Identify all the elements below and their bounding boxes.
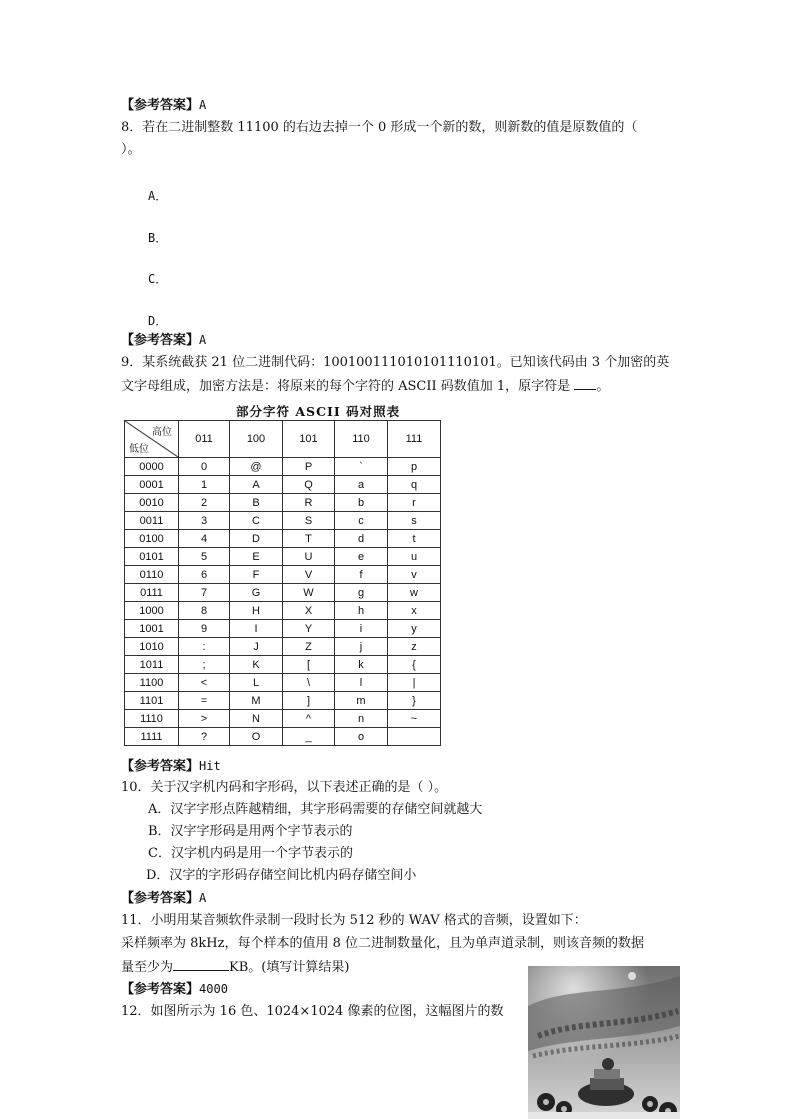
ascii-char-cell: 5: [179, 548, 230, 566]
ascii-char-cell: c: [335, 512, 388, 530]
answer-label: 【参考答案】: [121, 891, 200, 906]
q9-answer: [121, 757, 221, 776]
q8-option-d: D．: [148, 314, 168, 328]
q8-option-c: C．: [148, 272, 168, 286]
table-row: [125, 728, 441, 746]
ascii-char-cell: w: [388, 584, 441, 602]
low-bits-cell: 0011: [125, 512, 179, 530]
ascii-char-cell: u: [388, 548, 441, 566]
answer-value: A: [199, 333, 207, 347]
ascii-char-cell: E: [230, 548, 283, 566]
low-bits-cell: 1010: [125, 638, 179, 656]
q8-option-a: A．: [148, 189, 168, 203]
ascii-char-cell: [388, 728, 441, 746]
table-row: [125, 656, 441, 674]
answer-label: 【参考答案】: [121, 333, 200, 348]
ascii-char-cell: v: [388, 566, 441, 584]
low-bits-cell: 0100: [125, 530, 179, 548]
q9-stem-end: 。: [596, 379, 610, 394]
ascii-char-cell: L: [230, 674, 283, 692]
ascii-char-cell: 7: [179, 584, 230, 602]
ascii-char-cell: 6: [179, 566, 230, 584]
ascii-char-cell: 8: [179, 602, 230, 620]
q10-option-b: B．汉字字形码是用两个字节表示的: [148, 824, 353, 839]
ascii-char-cell: p: [388, 458, 441, 476]
ascii-char-cell: y: [388, 620, 441, 638]
ascii-char-cell: 3: [179, 512, 230, 530]
ascii-char-cell: O: [230, 728, 283, 746]
q9-stem-line1: 9．某系统截获 21 位二进制代码：100100111010101110101。已知该代码由 3 个加密的英: [121, 355, 670, 370]
q10-option-a: A．汉字字形点阵越精细，其字形码需要的存储空间就越大: [148, 802, 483, 817]
ascii-char-cell: h: [335, 602, 388, 620]
bitmap-image: [528, 966, 680, 1119]
q10-answer: [121, 889, 206, 908]
low-bits-cell: 1100: [125, 674, 179, 692]
ascii-char-cell: R: [283, 494, 335, 512]
ascii-char-cell: i: [335, 620, 388, 638]
answer-value: Hit: [199, 759, 221, 773]
answer-value: A: [199, 891, 207, 905]
q10-option-d: D．汉字的字形码存储空间比机内码存储空间小: [146, 868, 417, 883]
ascii-char-cell: `: [335, 458, 388, 476]
ascii-char-cell: _: [283, 728, 335, 746]
ascii-char-cell: P: [283, 458, 335, 476]
ascii-char-cell: H: [230, 602, 283, 620]
low-bits-cell: 0000: [125, 458, 179, 476]
ascii-char-cell: d: [335, 530, 388, 548]
ascii-char-cell: g: [335, 584, 388, 602]
ascii-char-cell: }: [388, 692, 441, 710]
ascii-char-cell: :: [179, 638, 230, 656]
q11-stem-line2: 采样频率为 8kHz，每个样本的值用 8 位二进制数量化，且为单声道录制，则该音频的数据: [121, 936, 645, 951]
table-title: 部分字符 ASCII 码对照表: [236, 404, 401, 419]
table-row: [125, 638, 441, 656]
ascii-char-cell: ]: [283, 692, 335, 710]
ascii-char-cell: o: [335, 728, 388, 746]
column-header: 011: [179, 421, 230, 458]
low-bits-cell: 1011: [125, 656, 179, 674]
answer-label: 【参考答案】: [121, 98, 200, 113]
ascii-char-cell: f: [335, 566, 388, 584]
ascii-char-cell: ;: [179, 656, 230, 674]
ascii-char-cell: 1: [179, 476, 230, 494]
answer-blank: [574, 377, 596, 390]
table-row: [125, 458, 441, 476]
low-bits-cell: 0110: [125, 566, 179, 584]
low-bits-cell: 0101: [125, 548, 179, 566]
table-row: [125, 512, 441, 530]
column-header: 101: [283, 421, 335, 458]
table-row: [125, 602, 441, 620]
table-body: [125, 458, 441, 746]
q12-stem-line1: 12．如图所示为 16 色、1024×1024 像素的位图，这幅图片的数: [121, 1004, 504, 1019]
ascii-char-cell: [: [283, 656, 335, 674]
ascii-char-cell: G: [230, 584, 283, 602]
table-corner: [125, 421, 179, 458]
ascii-char-cell: 2: [179, 494, 230, 512]
ascii-char-cell: l: [335, 674, 388, 692]
ascii-char-cell: t: [388, 530, 441, 548]
ascii-char-cell: F: [230, 566, 283, 584]
ascii-char-cell: V: [283, 566, 335, 584]
answer-value: A: [199, 98, 207, 112]
ascii-char-cell: <: [179, 674, 230, 692]
ascii-char-cell: >: [179, 710, 230, 728]
ascii-char-cell: T: [283, 530, 335, 548]
ascii-char-cell: I: [230, 620, 283, 638]
q11-answer: [121, 980, 228, 999]
table-row: [125, 692, 441, 710]
corner-low-label: 低位: [129, 444, 149, 455]
ascii-char-cell: M: [230, 692, 283, 710]
ascii-char-cell: D: [230, 530, 283, 548]
table-row: [125, 548, 441, 566]
ascii-char-cell: K: [230, 656, 283, 674]
column-header: 111: [388, 421, 441, 458]
q11-stem-line1: 11．小明用某音频软件录制一段时长为 512 秒的 WAV 格式的音频，设置如下：: [121, 913, 587, 928]
answer-label: 【参考答案】: [121, 982, 200, 997]
q10-option-c: C．汉字机内码是用一个字节表示的: [148, 846, 353, 861]
q8-stem-line2: ）。: [121, 142, 141, 157]
ascii-table: [124, 420, 441, 746]
q8-stem-line1: 8．若在二进制整数 11100 的右边去掉一个 0 形成一个新的数，则新数的值是原数值的（: [121, 120, 638, 135]
ascii-char-cell: k: [335, 656, 388, 674]
ascii-char-cell: r: [388, 494, 441, 512]
ascii-char-cell: m: [335, 692, 388, 710]
ascii-char-cell: ^: [283, 710, 335, 728]
ascii-char-cell: ?: [179, 728, 230, 746]
low-bits-cell: 1000: [125, 602, 179, 620]
table-row: [125, 584, 441, 602]
ascii-char-cell: ~: [388, 710, 441, 728]
ascii-char-cell: 9: [179, 620, 230, 638]
ascii-char-cell: b: [335, 494, 388, 512]
answer-blank: [173, 958, 229, 971]
table-row: [125, 476, 441, 494]
table-row: [125, 674, 441, 692]
ascii-char-cell: Q: [283, 476, 335, 494]
ascii-char-cell: a: [335, 476, 388, 494]
ascii-char-cell: 0: [179, 458, 230, 476]
ascii-char-cell: U: [283, 548, 335, 566]
ascii-char-cell: J: [230, 638, 283, 656]
q11-stem-end: KB。(填写计算结果): [229, 960, 350, 975]
column-header: 110: [335, 421, 388, 458]
ascii-char-cell: e: [335, 548, 388, 566]
ascii-char-cell: A: [230, 476, 283, 494]
ascii-char-cell: \: [283, 674, 335, 692]
low-bits-cell: 0111: [125, 584, 179, 602]
ascii-char-cell: |: [388, 674, 441, 692]
table-row: [125, 494, 441, 512]
ascii-char-cell: q: [388, 476, 441, 494]
q7-answer: [121, 96, 206, 115]
corner-high-label: 高位: [152, 427, 172, 438]
table-row: [125, 620, 441, 638]
q9-stem-line2: [121, 377, 609, 396]
ascii-char-cell: =: [179, 692, 230, 710]
q9-stem-text: 文字母组成，加密方法是：将原来的每个字符的 ASCII 码数值加 1，原字符是: [121, 379, 575, 394]
q8-option-b: B．: [148, 231, 168, 245]
ascii-char-cell: s: [388, 512, 441, 530]
low-bits-cell: 1001: [125, 620, 179, 638]
low-bits-cell: 1111: [125, 728, 179, 746]
ascii-char-cell: z: [388, 638, 441, 656]
ascii-char-cell: B: [230, 494, 283, 512]
ascii-char-cell: Y: [283, 620, 335, 638]
ascii-char-cell: 4: [179, 530, 230, 548]
q11-stem-text: 量至少为: [121, 960, 174, 975]
ascii-char-cell: N: [230, 710, 283, 728]
answer-label: 【参考答案】: [121, 759, 200, 774]
low-bits-cell: 1110: [125, 710, 179, 728]
table-row: [125, 530, 441, 548]
low-bits-cell: 0010: [125, 494, 179, 512]
table-row: [125, 566, 441, 584]
ascii-char-cell: W: [283, 584, 335, 602]
ascii-char-cell: X: [283, 602, 335, 620]
ascii-char-cell: {: [388, 656, 441, 674]
ascii-char-cell: n: [335, 710, 388, 728]
table-row: [125, 710, 441, 728]
q8-answer: [121, 331, 206, 350]
q11-stem-line3: [121, 958, 349, 977]
low-bits-cell: 0001: [125, 476, 179, 494]
ascii-char-cell: @: [230, 458, 283, 476]
ascii-char-cell: Z: [283, 638, 335, 656]
ascii-char-cell: C: [230, 512, 283, 530]
low-bits-cell: 1101: [125, 692, 179, 710]
answer-value: 4000: [199, 982, 228, 996]
q10-stem: 10．关于汉字机内码和字形码，以下表述正确的是（ ）。: [121, 780, 448, 795]
ascii-char-cell: S: [283, 512, 335, 530]
column-header: 100: [230, 421, 283, 458]
ascii-char-cell: x: [388, 602, 441, 620]
ascii-char-cell: j: [335, 638, 388, 656]
